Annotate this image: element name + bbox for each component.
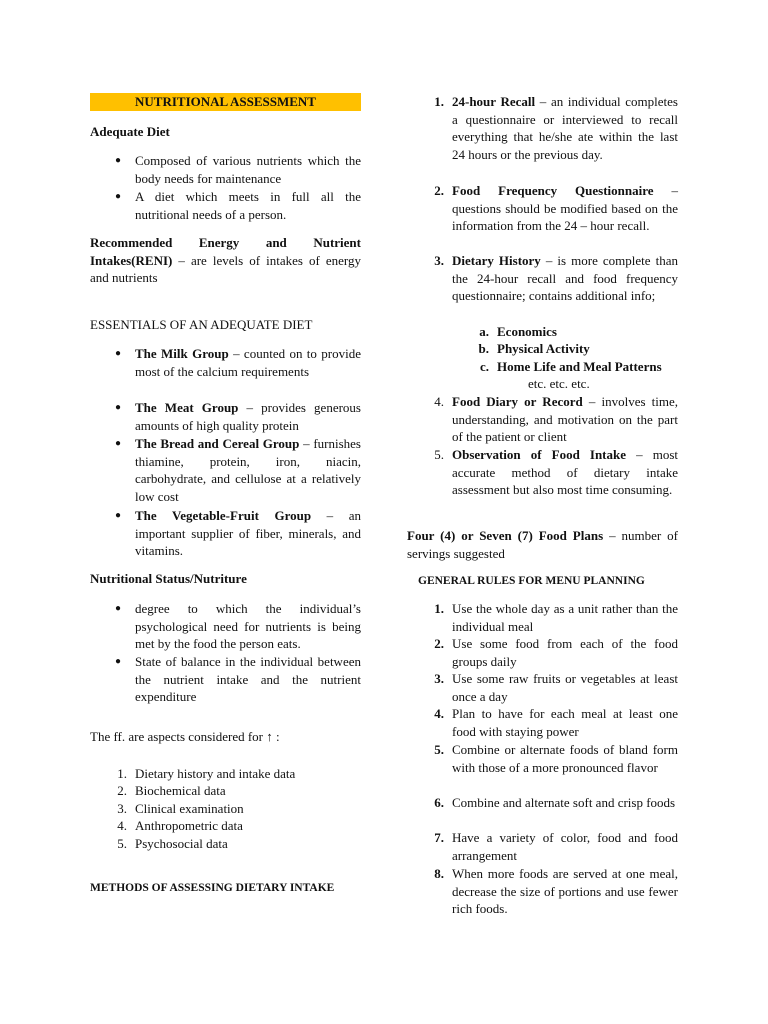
food-plans-paragraph: Four (4) or Seven (7) Food Plans – number of servings suggested: [407, 528, 678, 561]
etc-note: etc. etc. etc.: [528, 376, 590, 391]
list-item: 5. Combine or alternate foods of bland form with those of a more pronounced flavor: [434, 742, 678, 775]
bullet-icon: ●: [115, 603, 122, 614]
list-item: c. Home Life and Meal Patterns: [479, 359, 662, 374]
list-item: ● Composed of various nutrients which the body needs for maintenance: [115, 153, 361, 186]
list-item: 3. Clinical examination: [117, 801, 244, 816]
nutritional-status-heading: Nutritional Status/Nutriture: [90, 571, 247, 586]
list-item: ● degree to which the individual’s psychological need for nutrients is being met by the food the person eats.: [115, 601, 361, 652]
list-item: 2. Biochemical data: [117, 783, 226, 798]
bullet-icon: ●: [115, 438, 122, 449]
list-item: 2. Food Frequency Questionnaire – questions should be modified based on the information from the 24 – hour recall.: [434, 183, 678, 234]
list-item: 5. Observation of Food Intake – most accurate method of dietary intake assessment but also most time consuming.: [434, 447, 678, 498]
aspects-intro: The ff. are aspects considered for ↑ :: [90, 729, 280, 744]
list-item: ● A diet which meets in full all the nutritional needs of a person.: [115, 189, 361, 222]
list-item: 4. Plan to have for each meal at least one food with staying power: [434, 706, 678, 739]
reni-paragraph: Recommended Energy and Nutrient Intakes(RENI) – are levels of intakes of energy and nutrients: [90, 235, 361, 286]
list-item: ● State of balance in the individual between the nutrient intake and the nutrient expenditure: [115, 654, 361, 705]
list-item: 6. Combine and alternate soft and crisp foods: [434, 795, 676, 810]
list-item: ● The Meat Group – provides generous amounts of high quality protein: [115, 400, 361, 433]
list-item: ● The Milk Group – counted on to provide most of the calcium requirements: [115, 346, 361, 379]
bullet-icon: ●: [115, 191, 122, 202]
list-item: a. Economics: [479, 324, 557, 339]
list-item: 4. Food Diary or Record – involves time, understanding, and motivation on the part of the patient or client: [434, 394, 678, 445]
list-item: 1. Use the whole day as a unit rather than the individual meal: [434, 601, 678, 634]
list-item: 1. 24-hour Recall – an individual completes a questionnaire or interviewed to recall everything that he/she ate within the last 24 hours or the previous day.: [434, 94, 678, 162]
list-item: 1. Dietary history and intake data: [117, 766, 296, 781]
list-item: 7. Have a variety of color, food and food arrangement: [434, 830, 678, 863]
list-item: 8. When more foods are served at one meal, decrease the size of portions and use fewer rich foods.: [434, 866, 678, 917]
list-item: 5. Psychosocial data: [117, 836, 228, 851]
bullet-icon: ●: [115, 348, 122, 359]
list-item: b. Physical Activity: [478, 341, 590, 356]
rules-heading: GENERAL RULES FOR MENU PLANNING: [418, 575, 645, 587]
bullet-icon: ●: [115, 510, 122, 521]
list-item: 3. Dietary History – is more complete than the 24-hour recall and food frequency questionnaire; contains additional info;: [434, 253, 678, 304]
essentials-heading: ESSENTIALS OF AN ADEQUATE DIET: [90, 317, 313, 332]
list-item: 2. Use some food from each of the food groups daily: [434, 636, 678, 669]
bullet-icon: ●: [115, 155, 122, 166]
methods-heading: METHODS OF ASSESSING DIETARY INTAKE: [90, 882, 335, 894]
bullet-icon: ●: [115, 656, 122, 667]
page-title: NUTRITIONAL ASSESSMENT: [90, 93, 361, 111]
list-item: 4. Anthropometric data: [117, 818, 243, 833]
adequate-diet-heading: Adequate Diet: [90, 124, 170, 139]
list-item: ● The Vegetable-Fruit Group – an important supplier of fiber, minerals, and vitamins.: [115, 508, 361, 559]
list-item: 3. Use some raw fruits or vegetables at least once a day: [434, 671, 678, 704]
bullet-icon: ●: [115, 402, 122, 413]
list-item: ● The Bread and Cereal Group – furnishes thiamine, protein, iron, niacin, carbohydrate, and cellulose at a relatively low cost: [115, 436, 361, 504]
